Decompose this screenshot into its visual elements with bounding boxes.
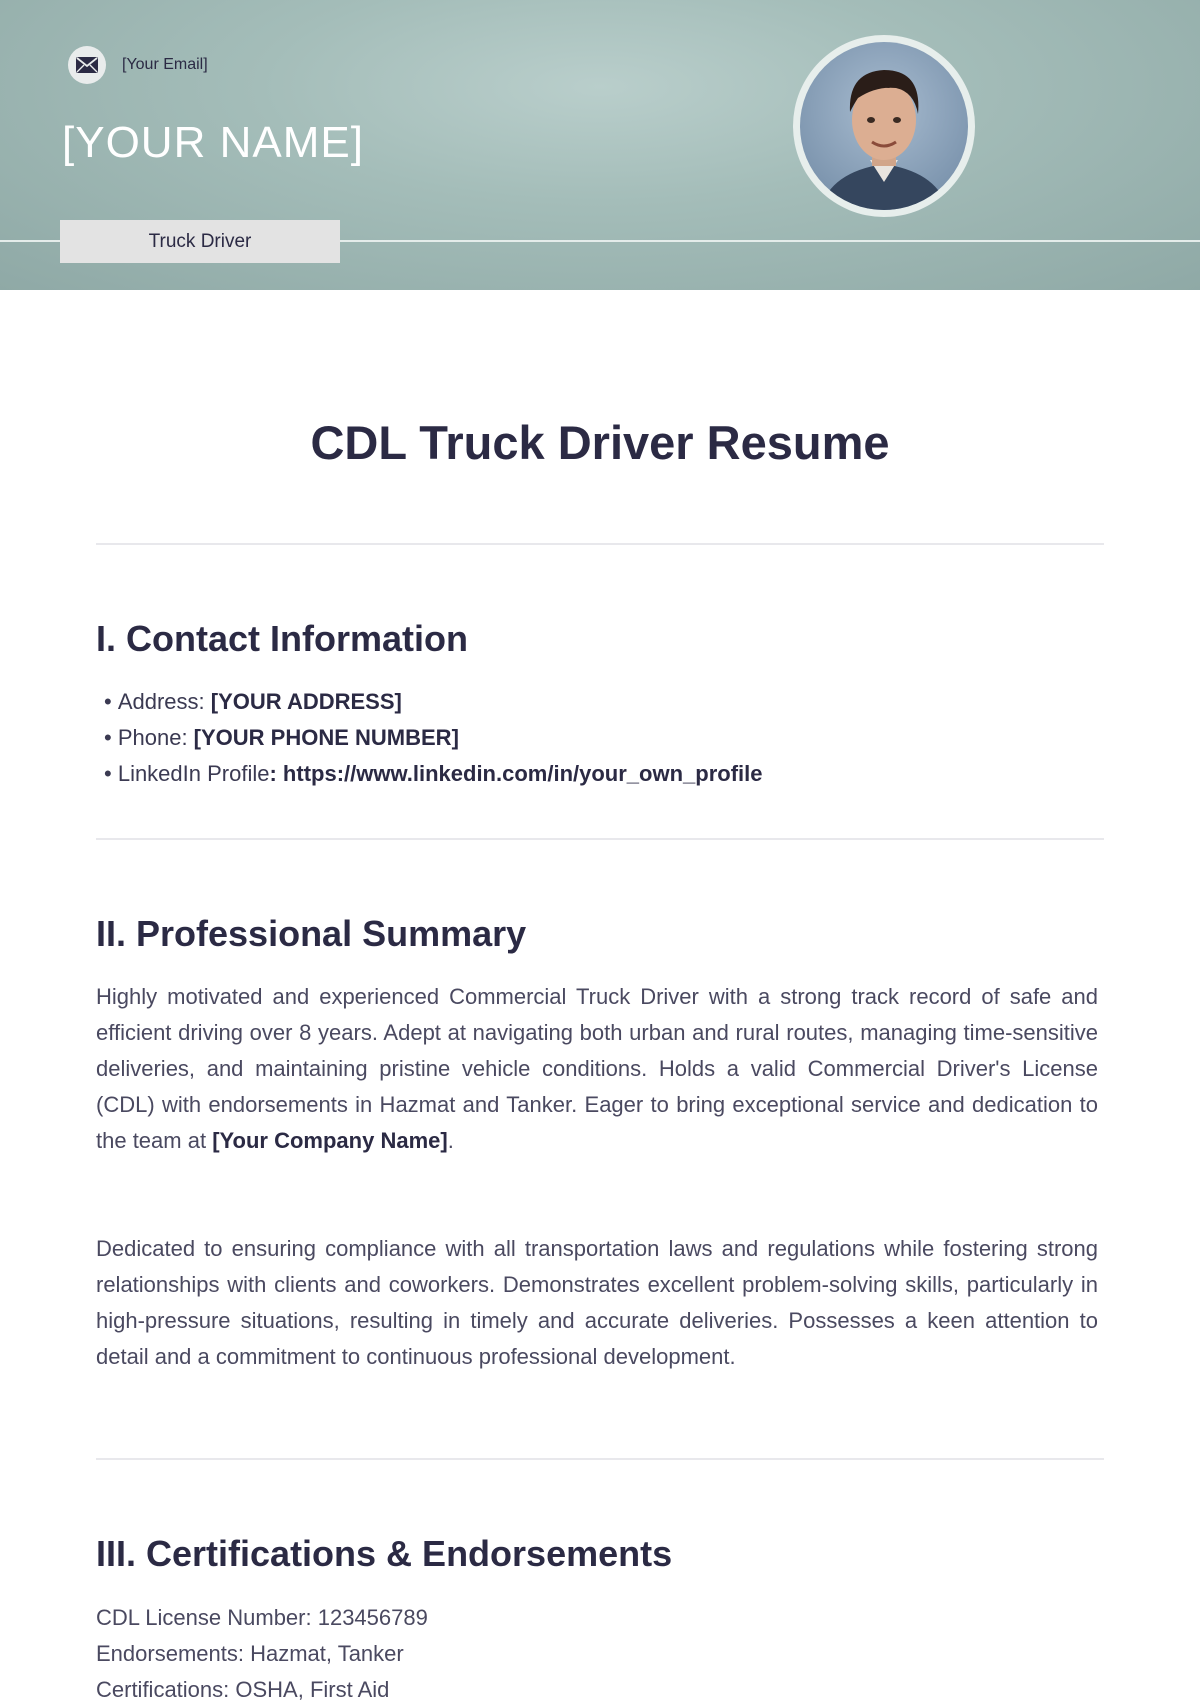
- email-text: [Your Email]: [122, 56, 208, 73]
- address-value: [YOUR ADDRESS]: [210, 689, 402, 714]
- certifications-heading: III. Certifications & Endorsements: [96, 1533, 673, 1574]
- summary-end: .: [447, 1128, 454, 1153]
- header-banner: [0, 0, 1200, 290]
- profile-photo-frame: [793, 35, 975, 217]
- phone-value: [YOUR PHONE NUMBER]: [193, 725, 459, 750]
- list-item: Certifications: OSHA, First Aid: [96, 1677, 390, 1702]
- summary-paragraph-1: [96, 979, 1098, 1159]
- summary-paragraph-2: Dedicated to ensuring compliance with all transportation laws and regulations while fostering strong relationships with clients and coworkers. Demonstrates excellent problem-solving skills, particularly in high-pressure situations, resulting in timely and accurate deliveries. Possesses a keen attention to detail and a commitment to continuous professional development.: [96, 1236, 1098, 1369]
- contact-list: [104, 684, 762, 792]
- linkedin-link[interactable]: : https://www.linkedin.com/in/your_own_profile: [269, 761, 763, 786]
- list-item: CDL License Number: 123456789: [96, 1605, 428, 1630]
- phone-label: Phone:: [117, 725, 194, 750]
- list-item: • Address: [YOUR ADDRESS]: [104, 689, 402, 714]
- summary-heading: II. Professional Summary: [96, 913, 527, 954]
- list-item: Endorsements: Hazmat, Tanker: [96, 1641, 404, 1666]
- list-item: • Phone: [YOUR PHONE NUMBER]: [104, 725, 459, 750]
- envelope-icon: [68, 46, 106, 84]
- company-name-placeholder: [Your Company Name]: [212, 1128, 448, 1153]
- divider: [96, 838, 1104, 840]
- role-badge: [60, 220, 340, 263]
- list-item: • LinkedIn Profile: https://www.linkedin.com/in/your_own_profile: [104, 761, 763, 786]
- contact-heading: I. Contact Information: [96, 618, 468, 659]
- linkedin-label: LinkedIn Profile: [117, 761, 270, 786]
- divider: [96, 543, 1104, 545]
- email-row: [68, 46, 208, 84]
- document-title: CDL Truck Driver Resume: [310, 416, 890, 469]
- role-label: Truck Driver: [148, 230, 252, 252]
- certifications-list: [96, 1600, 428, 1708]
- full-name: [YOUR NAME]: [62, 118, 364, 167]
- divider: [96, 1458, 1104, 1460]
- address-label: Address:: [117, 689, 211, 714]
- summary-text: Highly motivated and experienced Commercial Truck Driver with a strong track record of safe and efficient driving over 8 years. Adept at navigating both urban and rural routes, managing time-sensitive deliveries, and maintaining pristine vehicle conditions. Holds a valid Commercial Driver's License (CDL) with endorsements in Hazmat and Tanker. Eager to bring exceptional service and dedication to the team at: [96, 984, 1098, 1153]
- profile-photo: [800, 42, 968, 210]
